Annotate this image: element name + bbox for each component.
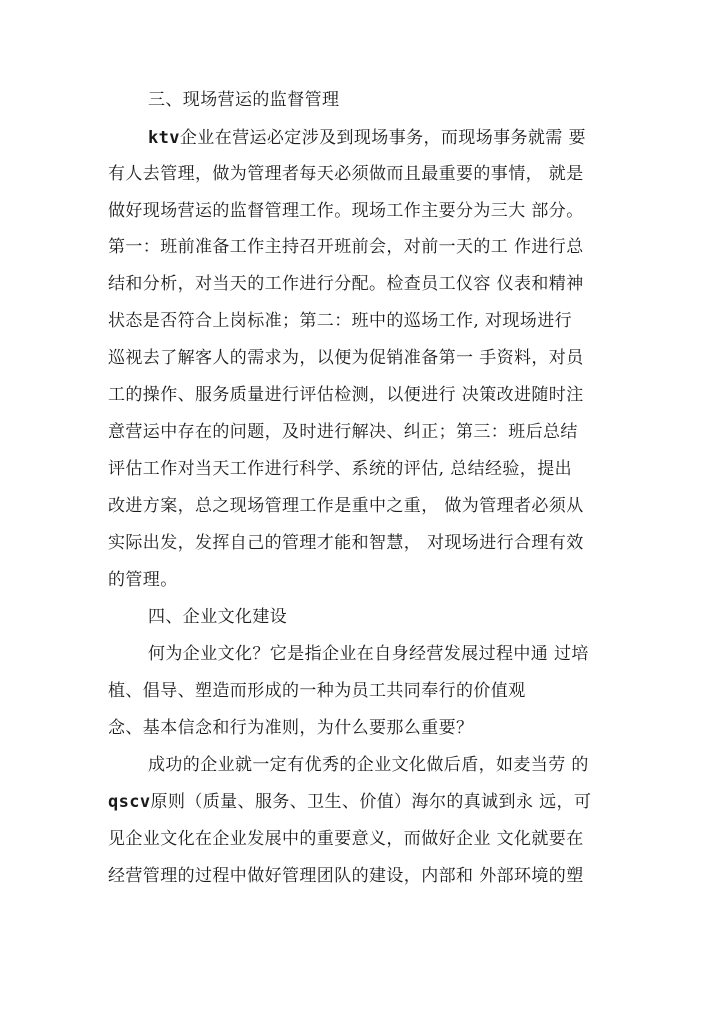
- paragraph-line: 状态是否符合上岗标准；第二：班中的巡场工作, 对现场进行: [108, 311, 573, 331]
- paragraph-line: 植、倡导、塑造而形成的一种为员工共同奉行的价值观: [108, 681, 526, 701]
- paragraph-line: 巡视去了解客人的需求为，以便为促销准备第一 手资料，对员: [108, 348, 584, 368]
- latin-term: qscv: [108, 792, 151, 812]
- paragraph-line: 的管理。: [108, 570, 178, 590]
- paragraph-line: 有人去管理，做为管理者每天必须做而且最重要的事情， 就是: [108, 164, 584, 184]
- paragraph-line: 念、基本信念和行为准则，为什么要那么重要？: [108, 718, 474, 738]
- paragraph-line: 何为企业文化？它是指企业在自身经营发展过程中通 过培: [148, 644, 589, 664]
- paragraph-line: 意营运中存在的问题，及时进行解决、纠正；第三：班后总结: [108, 422, 578, 442]
- paragraph-line: 做好现场营运的监督管理工作。现场工作主要分为三大 部分。: [108, 201, 584, 221]
- paragraph-line: 经营管理的过程中做好管理团队的建设，内部和 外部环境的塑: [108, 866, 584, 886]
- paragraph-line: 第一：班前准备工作主持召开班前会，对前一天的工 作进行总: [108, 237, 584, 257]
- section-heading-4: 四、企业文化建设: [148, 607, 288, 627]
- paragraph-text: 原则（质量、服务、卫生、价值）海尔的真诚到永 远，可: [150, 792, 592, 812]
- paragraph-line: [148, 126, 668, 150]
- section-heading-3: 三、现场营运的监督管理: [148, 90, 340, 110]
- paragraph-line: 实际出发，发挥自己的管理才能和智慧， 对现场进行合理有效: [108, 533, 584, 553]
- paragraph-line: [108, 790, 628, 814]
- paragraph-line: 改进方案，总之现场管理工作是重中之重， 做为管理者必须从: [108, 496, 584, 516]
- paragraph-line: 结和分析，对当天的工作进行分配。检查员工仪容 仪表和精神: [108, 274, 584, 294]
- paragraph-text: 企业在营运必定涉及到现场事务，而现场事务就需 要: [179, 128, 586, 148]
- paragraph-line: 见企业文化在企业发展中的重要意义，而做好企业 文化就要在: [108, 829, 584, 849]
- latin-term: ktv: [148, 128, 180, 148]
- paragraph-line: 评估工作对当天工作进行科学、系统的评估, 总结经验，提出: [108, 459, 573, 479]
- paragraph-line: 工的操作、服务质量进行评估检测，以便进行 决策改进随时注: [108, 385, 584, 405]
- paragraph-line: 成功的企业就一定有优秀的企业文化做后盾，如麦当劳 的: [148, 755, 589, 775]
